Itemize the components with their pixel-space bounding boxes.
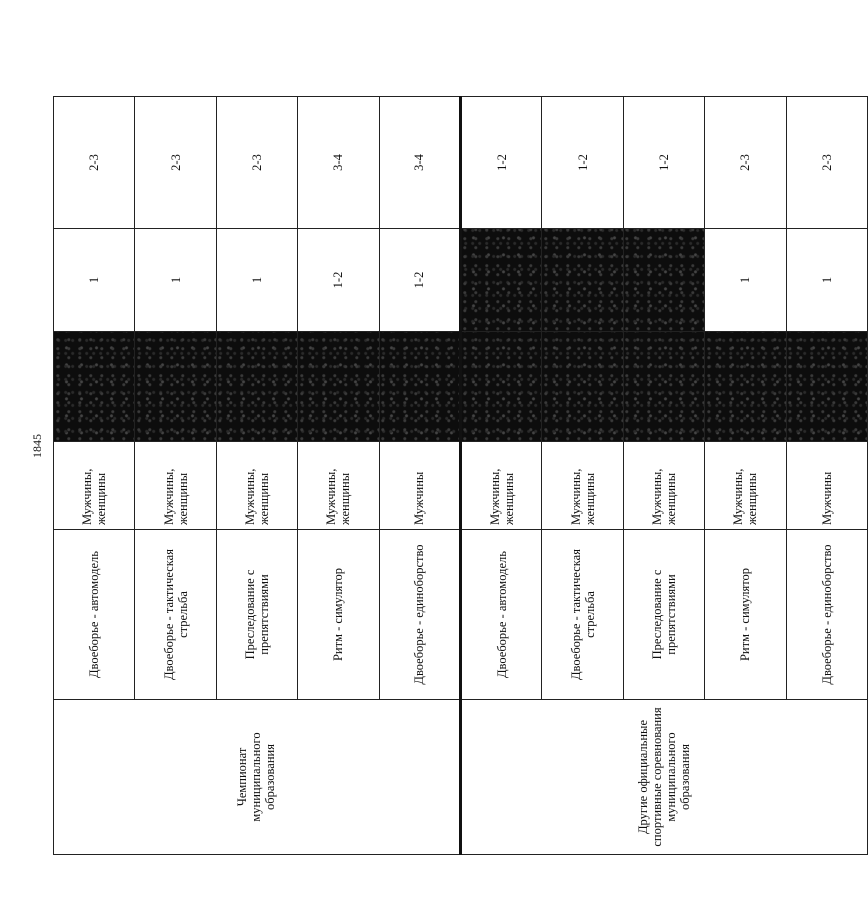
col5-cell: 1-2 (460, 97, 541, 229)
shaded-cell (542, 332, 623, 442)
sex-cell: Мужчины, женщины (298, 442, 379, 530)
sex-cell: Мужчины, женщины (460, 442, 541, 530)
col5-cell: 1-2 (623, 97, 704, 229)
category-cell: Другие официальные спортивные соревнования муниципального образования (460, 700, 867, 855)
discipline-cell: Двоеборье - тактическая стрельба (135, 530, 216, 700)
shaded-cell (460, 229, 541, 332)
sex-cell: Мужчины, женщины (705, 442, 786, 530)
col4-cell: 1 (786, 229, 867, 332)
shaded-cell (54, 332, 135, 442)
col4-cell: 1 (216, 229, 297, 332)
shaded-cell (705, 332, 786, 442)
discipline-cell: Ритм - симулятор (705, 530, 786, 700)
table-row (54, 97, 135, 855)
shaded-cell (623, 229, 704, 332)
page-number: 1845 (30, 434, 44, 458)
col5-cell: 2-3 (786, 97, 867, 229)
shaded-cell (298, 332, 379, 442)
discipline-cell: Двоеборье - автомодель (460, 530, 541, 700)
discipline-cell: Двоеборье - единоборство (379, 530, 460, 700)
discipline-cell: Двоеборье - единоборство (786, 530, 867, 700)
col5-cell: 2-3 (135, 97, 216, 229)
shaded-cell (542, 229, 623, 332)
discipline-cell: Ритм - симулятор (298, 530, 379, 700)
shaded-cell (216, 332, 297, 442)
sex-cell: Мужчины, женщины (623, 442, 704, 530)
shaded-cell (460, 332, 541, 442)
sex-cell: Мужчины (786, 442, 867, 530)
sex-cell: Мужчины, женщины (216, 442, 297, 530)
ranking-table (53, 96, 868, 855)
discipline-cell: Двоеборье - тактическая стрельба (542, 530, 623, 700)
table-body (54, 97, 868, 855)
shaded-cell (623, 332, 704, 442)
col4-cell: 1 (135, 229, 216, 332)
col4-cell: 1 (54, 229, 135, 332)
category-cell: Чемпионат муниципального образования (54, 700, 461, 855)
shaded-cell (379, 332, 460, 442)
discipline-cell: Двоеборье - автомодель (54, 530, 135, 700)
sex-cell: Мужчины, женщины (542, 442, 623, 530)
col5-cell: 2-3 (216, 97, 297, 229)
col5-cell: 3-4 (298, 97, 379, 229)
col4-cell: 1-2 (379, 229, 460, 332)
discipline-cell: Преследование с препятствиями (216, 530, 297, 700)
col4-cell: 1-2 (298, 229, 379, 332)
col5-cell: 2-3 (54, 97, 135, 229)
shaded-cell (135, 332, 216, 442)
discipline-cell: Преследование с препятствиями (623, 530, 704, 700)
table-row (460, 97, 541, 855)
shaded-cell (786, 332, 867, 442)
sex-cell: Мужчины, женщины (135, 442, 216, 530)
col5-cell: 2-3 (705, 97, 786, 229)
sex-cell: Мужчины, женщины (54, 442, 135, 530)
col4-cell: 1 (705, 229, 786, 332)
col5-cell: 1-2 (542, 97, 623, 229)
col5-cell: 3-4 (379, 97, 460, 229)
sex-cell: Мужчины (379, 442, 460, 530)
ranking-table-container (53, 97, 834, 855)
